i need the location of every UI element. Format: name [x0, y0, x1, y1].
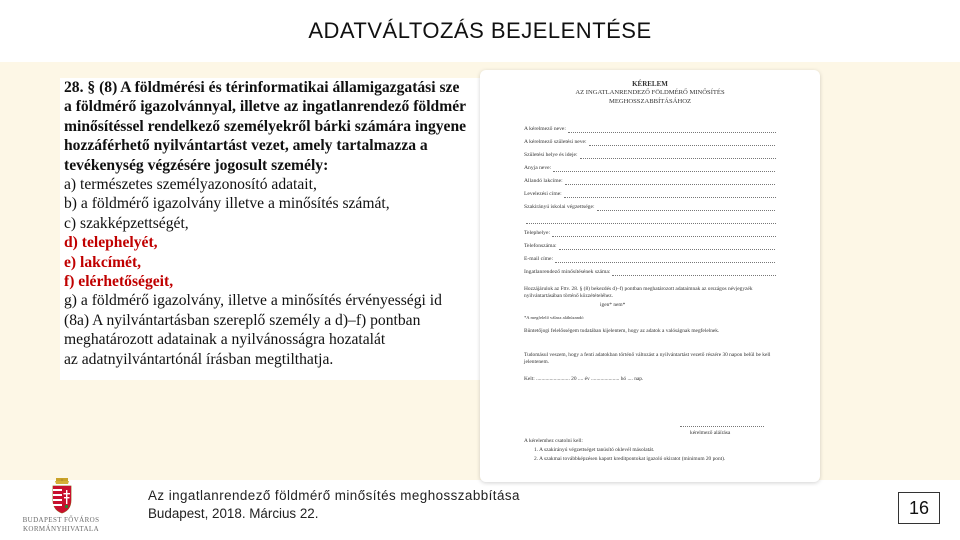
form-field: Levelezési címe: — [524, 191, 776, 198]
law-line: a) természetes személyazonosító adatait, — [64, 176, 317, 194]
form-field — [524, 217, 776, 224]
form-declaration: Tudomásul veszem, hogy a fenti adatokban történő változást a nyilvántartást vezető részére 30 napon belül be kell jelentenem. — [524, 352, 771, 365]
form-field: Ingatlanrendező minősítésének száma: — [524, 269, 776, 276]
law-line: (8a) A nyilvántartásban szereplő személy a d)–f) pontban — [64, 311, 421, 329]
slide-title: ADATVÁLTOZÁS BEJELENTÉSE — [308, 18, 652, 43]
law-line: 28. § (8) A földmérési és térinformatikai államigazgatási sze — [64, 79, 460, 96]
form-field: Telefonszáma: — [524, 243, 776, 250]
form-consent-note: *A megfelelő válasz aláhúzandó — [524, 315, 584, 320]
law-line: g) a földmérő igazolvány, illetve a minősítés érvényességi id — [64, 292, 442, 310]
law-line: b) a földmérő igazolvány illetve a minősítés számát, — [64, 195, 390, 213]
page-number: 16 — [898, 492, 940, 524]
form-field: E-mail címe: — [524, 256, 776, 263]
form-heading: KÉRELEM — [632, 80, 668, 88]
form-consent-options: igen* nem* — [600, 302, 626, 308]
law-line: hozzáférhető nyilvántartást vezet, amely tartalmazza a — [64, 137, 428, 155]
request-form-image — [480, 70, 820, 482]
form-field: Telephelye: — [524, 230, 776, 237]
form-field: Szakirányú iskolai végzettsége: — [524, 204, 776, 211]
law-line: meghatározott adatainak a nyilvánosságra hozatalát — [64, 331, 386, 349]
form-field: A kérelmező születési neve: — [524, 139, 776, 146]
institution-name: BUDAPEST FŐVÁROS KORMÁNYHIVATALA — [22, 516, 100, 533]
law-line-highlight: d) telephelyét, — [64, 234, 158, 252]
law-line: c) szakképzettségét, — [64, 214, 189, 232]
form-subheading: AZ INGATLANRENDEZŐ FÖLDMÉRŐ MINŐSÍTÉS — [575, 89, 725, 96]
form-attachment-item: 1. A szakirányú végzettséget tanúsító oklevél másolatát. — [534, 447, 655, 453]
form-subheading: MEGHOSSZABBÍTÁSÁHOZ — [608, 98, 692, 105]
form-field: Anyja neve: — [524, 165, 776, 172]
form-field: Születési helye és ideje: — [524, 152, 776, 159]
footer-date: Budapest, 2018. Március 22. — [148, 506, 319, 521]
law-line-highlight: e) lakcímét, — [64, 253, 142, 271]
form-consent-text: Hozzájárulok az Fttv. 28. § (8) bekezdés d)–f) pontban meghatározott adataimnak az országos névjegyzék nyilvántartásában történő közzétételéhez. — [524, 286, 753, 299]
law-excerpt — [60, 78, 480, 380]
law-line: a földmérő igazolvánnyal, illetve az ingatlanrendező földmér — [64, 98, 467, 116]
form-declaration: Büntetőjogi felelősségem tudatában kijelentem, hogy az adatok a valóságnak megfelelnek. — [524, 328, 720, 334]
footer — [148, 488, 520, 521]
form-field: A kérelmező neve: — [524, 126, 776, 133]
form-signature-label: kérelmező aláírása — [690, 430, 731, 436]
law-line: az adatnyilvántartónál írásban megtilthatja. — [64, 350, 334, 368]
footer-title: Az ingatlanrendező földmérő minősítés meghosszabbítása — [148, 488, 520, 503]
signature-line — [680, 426, 764, 427]
law-line-highlight: f) elérhetőségeit, — [64, 273, 174, 291]
form-attachment-item: 2. A szakmai továbbképzésen kapott kreditpontokat igazoló okiratot (minimum 20 pont). — [534, 456, 726, 462]
form-attachments-title: A kérelemhez csatolni kell: — [524, 438, 583, 444]
institution-logo — [18, 478, 104, 540]
law-line: minősítéssel rendelkező személyekről bárki számára ingyene — [64, 117, 467, 135]
law-line: tevékenység végzésére jogosult személy: — [64, 156, 329, 174]
coat-of-arms-icon — [51, 478, 73, 514]
form-field: Állandó lakcíme: — [524, 178, 776, 185]
form-date-line: Kelt: ......................... 20 .... év ..................... hó .... nap. — [524, 376, 644, 382]
